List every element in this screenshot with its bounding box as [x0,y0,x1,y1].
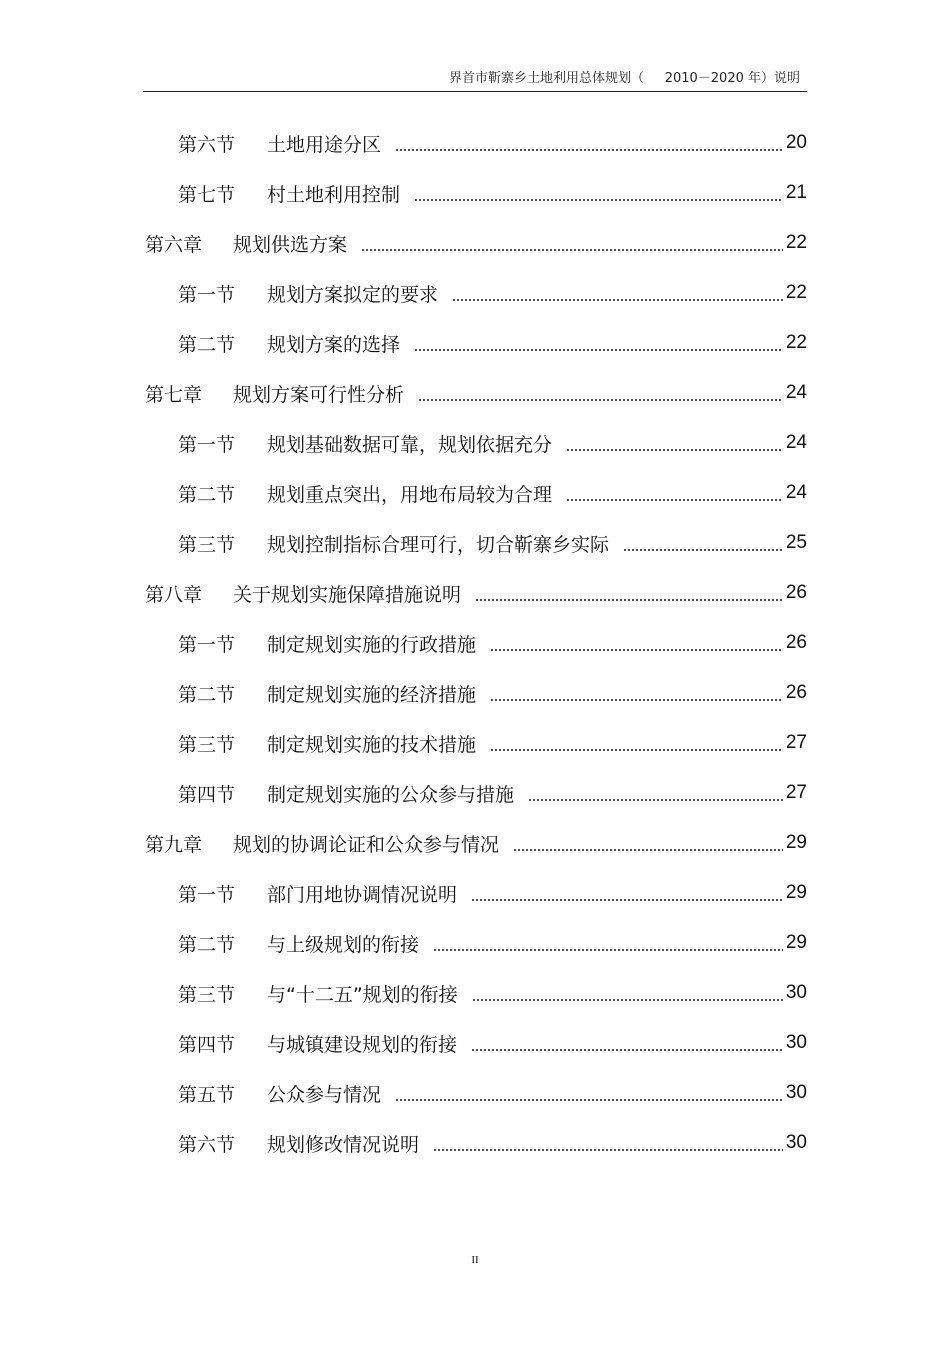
toc-entry-title: 规划修改情况说明 [267,1133,420,1156]
toc-entry-page-number: 26 [785,632,807,653]
running-header: 界首市靳寨乡土地利用总体规划（ 2010－2020 年）说明 [449,71,800,86]
dot-leader [418,399,783,401]
toc-entry-title: 规划方案拟定的要求 [267,283,439,306]
header-rule [143,91,807,92]
toc-entry-title: 土地用途分区 [267,133,382,156]
toc-entry-page-number: 20 [785,132,807,153]
toc-entry-page-number: 26 [785,582,807,603]
toc-entry-label: 第一节 [178,433,236,456]
dot-leader [414,349,783,351]
toc-entry-label: 第一节 [178,283,236,306]
toc-entry-page-number: 24 [785,382,807,403]
dot-leader [471,1049,783,1051]
toc-entry-section[interactable] [0,118,950,168]
toc-entry-section[interactable] [0,268,950,318]
toc-entry-label: 第五节 [178,1083,236,1106]
toc-entry-page-number: 24 [785,482,807,503]
toc-entry-section[interactable] [0,168,950,218]
toc-entry-title: 制定规划实施的行政措施 [267,633,477,656]
toc-entry-section[interactable] [0,418,950,468]
toc-entry-label: 第二节 [178,333,236,356]
toc-entry-page-number: 30 [785,1082,807,1103]
toc-entry-title: 与“十二五”规划的衔接 [267,983,458,1006]
dot-leader [566,449,783,451]
toc-entry-label: 第七节 [178,183,236,206]
dot-leader [471,899,783,901]
toc-entry-section[interactable] [0,1068,950,1118]
toc-entry-title: 规划供选方案 [233,233,348,256]
toc-entry-label: 第四节 [178,783,236,806]
dot-leader [433,1149,783,1151]
toc-entry-title: 与城镇建设规划的衔接 [267,1033,458,1056]
toc-entry-section[interactable] [0,1018,950,1068]
dot-leader [623,549,783,551]
toc-entry-page-number: 30 [785,982,807,1003]
dot-leader [513,849,783,851]
dot-leader [395,1099,783,1101]
dot-leader [433,949,783,951]
dot-leader [566,499,783,501]
toc-entry-title: 规划方案的选择 [267,333,401,356]
toc-entry-label: 第四节 [178,1033,236,1056]
toc-entry-section[interactable] [0,918,950,968]
toc-entry-label: 第八章 [145,583,203,606]
toc-entry-label: 第二节 [178,683,236,706]
toc-entry-label: 第六章 [145,233,203,256]
toc-entry-section[interactable] [0,718,950,768]
toc-entry-page-number: 29 [785,832,807,853]
toc-entry-label: 第一节 [178,633,236,656]
toc-entry-title: 关于规划实施保障措施说明 [233,583,462,606]
toc-entry-section[interactable] [0,318,950,368]
toc-entry-title: 规划方案可行性分析 [233,383,405,406]
toc-entry-section[interactable] [0,768,950,818]
toc-entry-label: 第一节 [178,883,236,906]
toc-entry-label: 第七章 [145,383,203,406]
toc-entry-title: 制定规划实施的经济措施 [267,683,477,706]
dot-leader [361,249,783,251]
toc-entry-section[interactable] [0,1118,950,1168]
toc-entry-page-number: 26 [785,682,807,703]
dot-leader [452,299,783,301]
toc-entry-section[interactable] [0,468,950,518]
toc-entry-chapter[interactable] [0,568,950,618]
toc-entry-section[interactable] [0,868,950,918]
page-number: II [471,1254,479,1266]
dot-leader [414,199,783,201]
toc-entry-label: 第六节 [178,133,236,156]
toc-entry-page-number: 24 [785,432,807,453]
toc-entry-label: 第二节 [178,483,236,506]
toc-entry-page-number: 27 [785,782,807,803]
toc-entry-title: 规划重点突出，用地布局较为合理 [267,483,553,506]
toc-entry-page-number: 29 [785,882,807,903]
dot-leader [490,749,783,751]
toc-entry-label: 第三节 [178,983,236,1006]
toc-entry-label: 第三节 [178,533,236,556]
toc-entry-page-number: 27 [785,732,807,753]
table-of-contents [0,118,950,1168]
toc-entry-title: 规划基础数据可靠，规划依据充分 [267,433,553,456]
toc-entry-chapter[interactable] [0,818,950,868]
dot-leader [472,999,783,1001]
toc-entry-title: 公众参与情况 [267,1083,382,1106]
toc-entry-label: 第六节 [178,1133,236,1156]
toc-entry-label: 第二节 [178,933,236,956]
toc-entry-page-number: 25 [785,532,807,553]
dot-leader [475,599,783,601]
toc-entry-section[interactable] [0,518,950,568]
toc-entry-chapter[interactable] [0,368,950,418]
toc-entry-title: 与上级规划的衔接 [267,933,420,956]
toc-entry-title: 制定规划实施的技术措施 [267,733,477,756]
toc-entry-page-number: 22 [785,232,807,253]
toc-entry-title: 制定规划实施的公众参与措施 [267,783,515,806]
toc-entry-page-number: 30 [785,1032,807,1053]
toc-entry-page-number: 22 [785,332,807,353]
toc-entry-title: 规划的协调论证和公众参与情况 [233,833,500,856]
dot-leader [528,799,783,801]
dot-leader [490,699,783,701]
toc-entry-label: 第三节 [178,733,236,756]
toc-entry-chapter[interactable] [0,218,950,268]
dot-leader [490,649,783,651]
toc-entry-page-number: 21 [785,182,807,203]
toc-entry-label: 第九章 [145,833,203,856]
toc-entry-page-number: 22 [785,282,807,303]
toc-entry-section[interactable] [0,668,950,718]
toc-entry-section[interactable] [0,618,950,668]
toc-entry-title: 规划控制指标合理可行，切合靳寨乡实际 [267,533,610,556]
toc-entry-title: 部门用地协调情况说明 [267,883,458,906]
toc-entry-page-number: 30 [785,1132,807,1153]
dot-leader [395,149,783,151]
toc-entry-page-number: 29 [785,932,807,953]
toc-entry-section[interactable] [0,968,950,1018]
toc-entry-title: 村土地利用控制 [267,183,401,206]
